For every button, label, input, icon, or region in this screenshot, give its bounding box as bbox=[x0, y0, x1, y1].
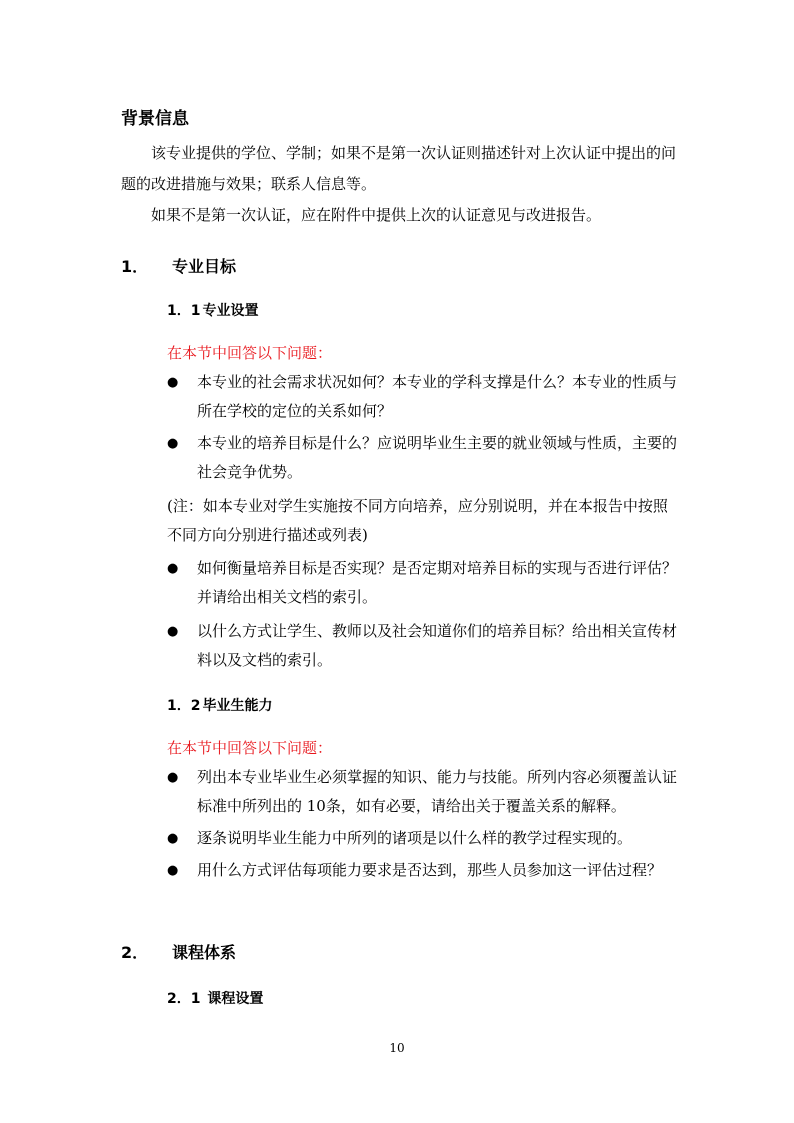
subsection-1-1-title: 专业设置 bbox=[202, 303, 259, 319]
page-number: 10 bbox=[389, 1041, 405, 1055]
subsection-2-1-number: 2．1 bbox=[167, 991, 201, 1007]
bullet-icon: ● bbox=[167, 561, 179, 576]
list-item-text: 列出本专业毕业生必须掌握的知识、能力与技能。所列内容必须覆盖认证标准中所列出的 10条，如有必要，请给出关于覆盖关系的解释。 bbox=[197, 768, 678, 815]
list-item bbox=[167, 856, 677, 885]
section-2-heading bbox=[121, 940, 236, 963]
subsection-1-2-prompt: 在本节中回答以下问题： bbox=[167, 739, 333, 757]
list-item-text: 如何衡量培养目标是否实现？是否定期对培养目标的实现与否进行评估？并请给出相关文档的索引。 bbox=[197, 559, 678, 606]
list-item bbox=[167, 763, 677, 821]
bullet-icon: ● bbox=[167, 831, 179, 846]
subsection-1-2-number: 1．2 bbox=[167, 698, 201, 714]
bullet-icon: ● bbox=[167, 436, 179, 451]
subsection-1-2-title: 毕业生能力 bbox=[202, 698, 273, 714]
list-item bbox=[167, 429, 677, 487]
background-paragraph-1: 该专业提供的学位、学制；如果不是第一次认证则描述针对上次认证中提出的问题的改进措施与效果；联系人信息等。 bbox=[121, 144, 677, 193]
subsection-2-1-title: 课程设置 bbox=[207, 991, 264, 1007]
subsection-1-1-heading bbox=[167, 300, 258, 320]
list-item-text: 以什么方式让学生、教师以及社会知道你们的培养目标？给出相关宣传材料以及文档的索引。 bbox=[197, 622, 678, 669]
list-item bbox=[167, 617, 677, 675]
subsection-1-1-prompt: 在本节中回答以下问题： bbox=[167, 344, 333, 362]
section-1-number: 1． bbox=[121, 257, 149, 276]
subsection-1-1-number: 1．1 bbox=[167, 303, 201, 319]
list-item-text: 逐条说明毕业生能力中所列的诸项是以什么样的教学过程实现的。 bbox=[197, 829, 633, 847]
list-item bbox=[167, 554, 677, 612]
list-item bbox=[167, 368, 677, 426]
section-1-title: 专业目标 bbox=[172, 257, 237, 276]
subsection-2-1-heading bbox=[167, 988, 263, 1008]
section-2-number: 2． bbox=[121, 943, 149, 962]
bullet-icon: ● bbox=[167, 375, 179, 390]
section-1-heading bbox=[121, 254, 236, 277]
subsection-1-1-note: (注：如本专业对学生实施按不同方向培养，应分别说明，并在本报告中按照不同方向分别进行描述或列表) bbox=[167, 497, 668, 544]
list-item bbox=[167, 824, 677, 853]
background-heading: 背景信息 bbox=[121, 109, 189, 129]
list-item-text: 本专业的社会需求状况如何？本专业的学科支撑是什么？本专业的性质与所在学校的定位的关系如何？ bbox=[197, 373, 678, 420]
bullet-icon: ● bbox=[167, 863, 179, 878]
list-item-text: 本专业的培养目标是什么？应说明毕业生主要的就业领域与性质，主要的社会竞争优势。 bbox=[197, 434, 678, 481]
bullet-icon: ● bbox=[167, 770, 179, 785]
bullet-icon: ● bbox=[167, 624, 179, 639]
subsection-1-2-heading bbox=[167, 695, 272, 715]
list-item-text: 用什么方式评估每项能力要求是否达到，那些人员参加这一评估过程？ bbox=[197, 861, 663, 879]
background-paragraph-2: 如果不是第一次认证，应在附件中提供上次的认证意见与改进报告。 bbox=[151, 206, 602, 224]
section-2-title: 课程体系 bbox=[172, 943, 237, 962]
